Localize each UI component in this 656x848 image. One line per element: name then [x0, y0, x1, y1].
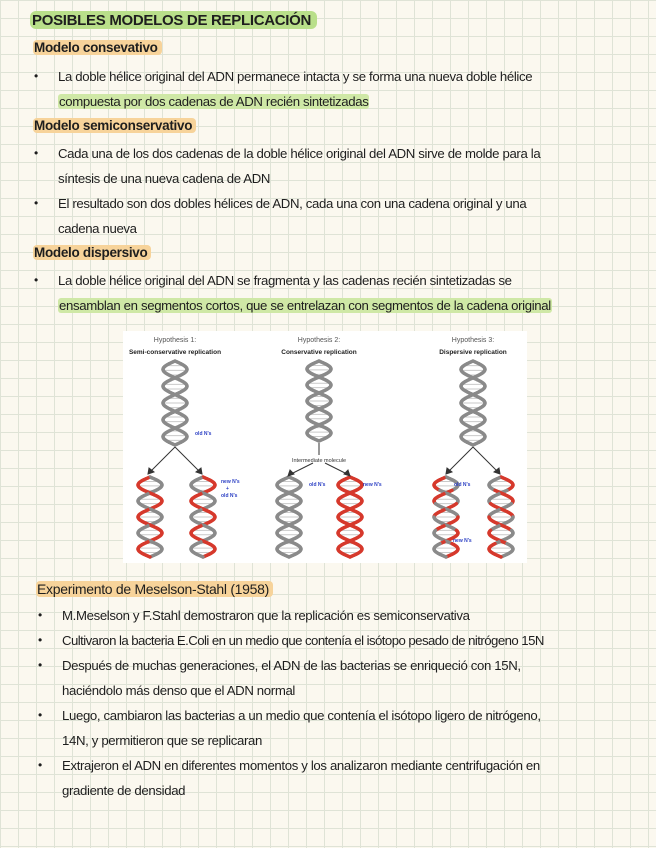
bullet-icon: •	[38, 658, 42, 672]
arrow	[325, 463, 347, 474]
bullet-icon: •	[34, 273, 38, 287]
arrow	[291, 463, 313, 474]
bullet-icon: •	[38, 608, 42, 622]
helix-segment	[201, 556, 203, 557]
old-n-label: old N's	[221, 493, 238, 499]
bullet-icon: •	[34, 196, 38, 210]
replication-hypotheses-figure	[123, 331, 527, 563]
list-item	[0, 703, 554, 753]
new-n-label: new N's	[453, 538, 472, 544]
hypothesis-2-label: Hypothesis 2:	[297, 337, 341, 344]
strand-labels	[195, 431, 472, 544]
line: haciéndolo más denso que el ADN normal	[62, 683, 296, 698]
line: Cada una de los dos cadenas de la doble hélice original del ADN sirve de molde para la	[58, 146, 541, 161]
line: 14N, y permitieron que se replicaran	[62, 733, 262, 748]
line: síntesis de una nueva cadena de ADN	[58, 171, 271, 186]
bullet-icon: •	[38, 708, 42, 722]
heading-conservative	[33, 40, 162, 55]
list-item	[0, 191, 550, 241]
heading-conservative-text: Modelo consevativo	[33, 40, 162, 55]
list-item	[0, 628, 554, 653]
bullet-icon: •	[34, 146, 38, 160]
list-item	[0, 603, 554, 628]
new-n-label: new N's	[221, 479, 240, 485]
figure-canvas	[123, 331, 527, 563]
line: Extrajeron el ADN en diferentes momentos y los analizaron mediante centrifugación en	[62, 758, 540, 773]
line: gradiente de densidad	[62, 783, 186, 798]
list-item	[0, 141, 550, 191]
arrow	[473, 447, 498, 472]
line: compuesta por dos cadenas de ADN recién sintetizadas	[59, 94, 369, 109]
helix-segment	[148, 556, 150, 557]
page-title-text: POSIBLES MODELOS DE REPLICACIÓN	[30, 11, 317, 29]
plus-label: +	[226, 486, 229, 492]
heading-semiconservative	[33, 118, 196, 133]
list-item	[0, 64, 542, 114]
old-n-label: old N's	[309, 482, 326, 488]
old-n-label: old N's	[454, 482, 471, 488]
helix-segment	[287, 556, 289, 557]
arrow	[448, 447, 473, 472]
list-semiconservative	[0, 141, 550, 241]
helix-segment	[173, 444, 175, 445]
helix-segment	[444, 556, 446, 557]
bullet-icon: •	[38, 758, 42, 772]
line: El resultado son dos dobles hélices de ADN, cada una con una cadena original y una	[58, 196, 527, 211]
new-n-label: new N's	[363, 482, 382, 488]
old-n-label: old N's	[195, 431, 212, 437]
list-item	[0, 653, 554, 703]
list-item	[0, 268, 562, 318]
heading-meselson-text: Experimento de Meselson-Stahl (1958)	[36, 581, 273, 597]
heading-semiconservative-text: Modelo semiconservativo	[33, 118, 196, 133]
helix-segment	[499, 556, 501, 557]
line: Luego, cambiaron las bacterias a un medio que contenía el isótopo ligero de nitrógeno,	[62, 708, 541, 723]
intermediate-molecule-label: Intermediate molecule	[291, 458, 347, 464]
line: Después de muchas generaciones, el ADN de las bacterias se enriqueció con 15N,	[62, 658, 521, 673]
hypothesis-1-label: Hypothesis 1:	[153, 337, 197, 344]
line: M.Meselson y F.Stahl demostraron que la replicación es semiconservativa	[62, 608, 470, 623]
heading-dispersive	[33, 245, 151, 260]
list-dispersive	[0, 268, 562, 318]
line: La doble hélice original del ADN se fragmenta y las cadenas recién sintetizadas se	[58, 273, 512, 288]
line: Cultivaron la bacteria E.Coli en un medio que contenía el isótopo pesado de nitrógeno 15N	[62, 633, 544, 648]
heading-meselson-stahl	[36, 581, 273, 597]
arrow-head	[288, 470, 294, 476]
hypothesis-1-name: Semi-conservative replication	[128, 349, 222, 356]
line: ensamblan en segmentos cortos, que se entrelazan con segmentos de la cadena original	[59, 298, 551, 313]
helix-segment	[317, 440, 319, 441]
heading-dispersive-text: Modelo dispersivo	[33, 245, 151, 260]
bullet-icon: •	[34, 69, 38, 83]
hypothesis-3-label: Hypothesis 3:	[451, 337, 495, 344]
arrow-head	[344, 470, 350, 476]
helix-segment	[348, 556, 350, 557]
list-conservative	[0, 64, 542, 114]
arrow	[175, 447, 200, 472]
arrow	[150, 447, 175, 472]
page-title	[30, 12, 317, 29]
list-item	[0, 753, 554, 803]
list-meselson	[0, 603, 554, 803]
line: La doble hélice original del ADN permanece intacta y se forma una nueva doble hélice	[58, 69, 533, 84]
hypothesis-3-name: Dispersive replication	[439, 349, 507, 356]
bullet-icon: •	[38, 633, 42, 647]
line: cadena nueva	[58, 221, 137, 236]
hypothesis-2-name: Conservative replication	[281, 349, 357, 356]
helix-segment	[471, 444, 473, 445]
